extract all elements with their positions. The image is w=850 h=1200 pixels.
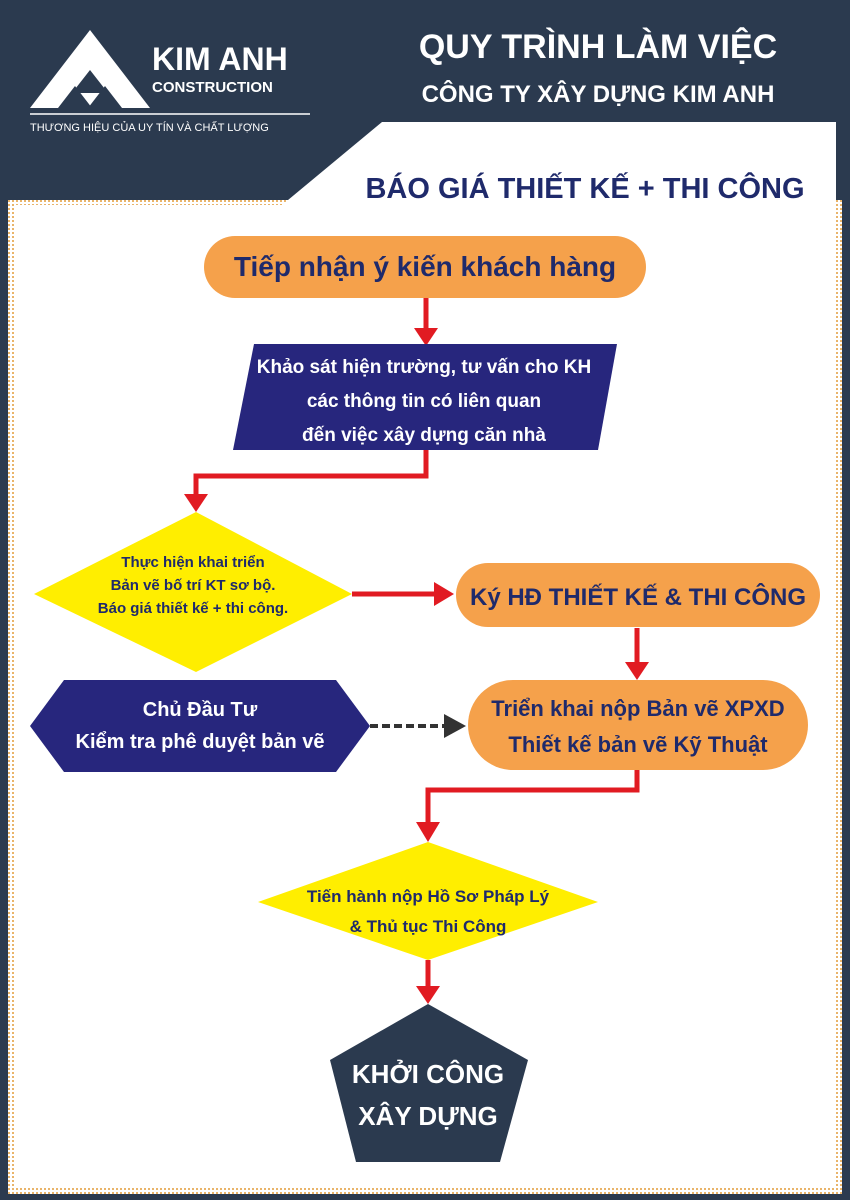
- step-site-survey-line3: đến việc xây dựng căn nhà: [302, 425, 546, 446]
- step-submit-drawings: [468, 680, 808, 770]
- final-line1: KHỞI CÔNG: [351, 1059, 505, 1089]
- page-title: QUY TRÌNH LÀM VIỆC: [418, 28, 778, 66]
- final-line2: XÂY DỰNG: [358, 1101, 498, 1131]
- step-draft-quote-line2: Bản vẽ bố trí KT sơ bộ.: [110, 577, 276, 594]
- step-draft-quote-line3: Báo giá thiết kế + thi công.: [97, 600, 289, 617]
- step-legal-documents-line1: Tiến hành nộp Hồ Sơ Pháp Lý: [306, 887, 550, 906]
- investor-review-line2: Kiểm tra phê duyệt bản vẽ: [75, 731, 325, 753]
- step-receive-feedback: [204, 236, 646, 298]
- step-sign-contract-label: Ký HĐ THIẾT KẾ & THI CÔNG: [469, 584, 807, 611]
- step-site-survey-line1: Khảo sát hiện trường, tư vấn cho KH: [256, 357, 592, 378]
- step-submit-drawings-line1: Triển khai nộp Bản vẽ XPXD: [491, 696, 785, 721]
- investor-review: [30, 680, 370, 772]
- step-site-survey: [233, 344, 617, 450]
- step-draft-quote-line1: Thực hiện khai triển: [121, 554, 265, 571]
- brand-name: KIM ANH: [152, 41, 288, 77]
- step-sign-contract: [456, 563, 820, 627]
- step-submit-drawings-line2: Thiết kế bản vẽ Kỹ Thuật: [508, 732, 768, 757]
- investor-review-line1: Chủ Đầu Tư: [142, 699, 258, 721]
- brand-sub: CONSTRUCTION: [152, 79, 273, 96]
- step-site-survey-line2: các thông tin có liên quan: [306, 391, 542, 412]
- page-subtitle: CÔNG TY XÂY DỰNG KIM ANH: [421, 81, 775, 108]
- section-title: BÁO GIÁ THIẾT KẾ + THI CÔNG: [365, 173, 805, 205]
- brand-tagline: THƯƠNG HIỆU CỦA UY TÍN VÀ CHẤT LƯỢNG: [30, 122, 269, 134]
- step-receive-feedback-label: Tiếp nhận ý kiến khách hàng: [233, 251, 617, 282]
- step-legal-documents-line2: & Thủ tục Thi Công: [349, 917, 507, 936]
